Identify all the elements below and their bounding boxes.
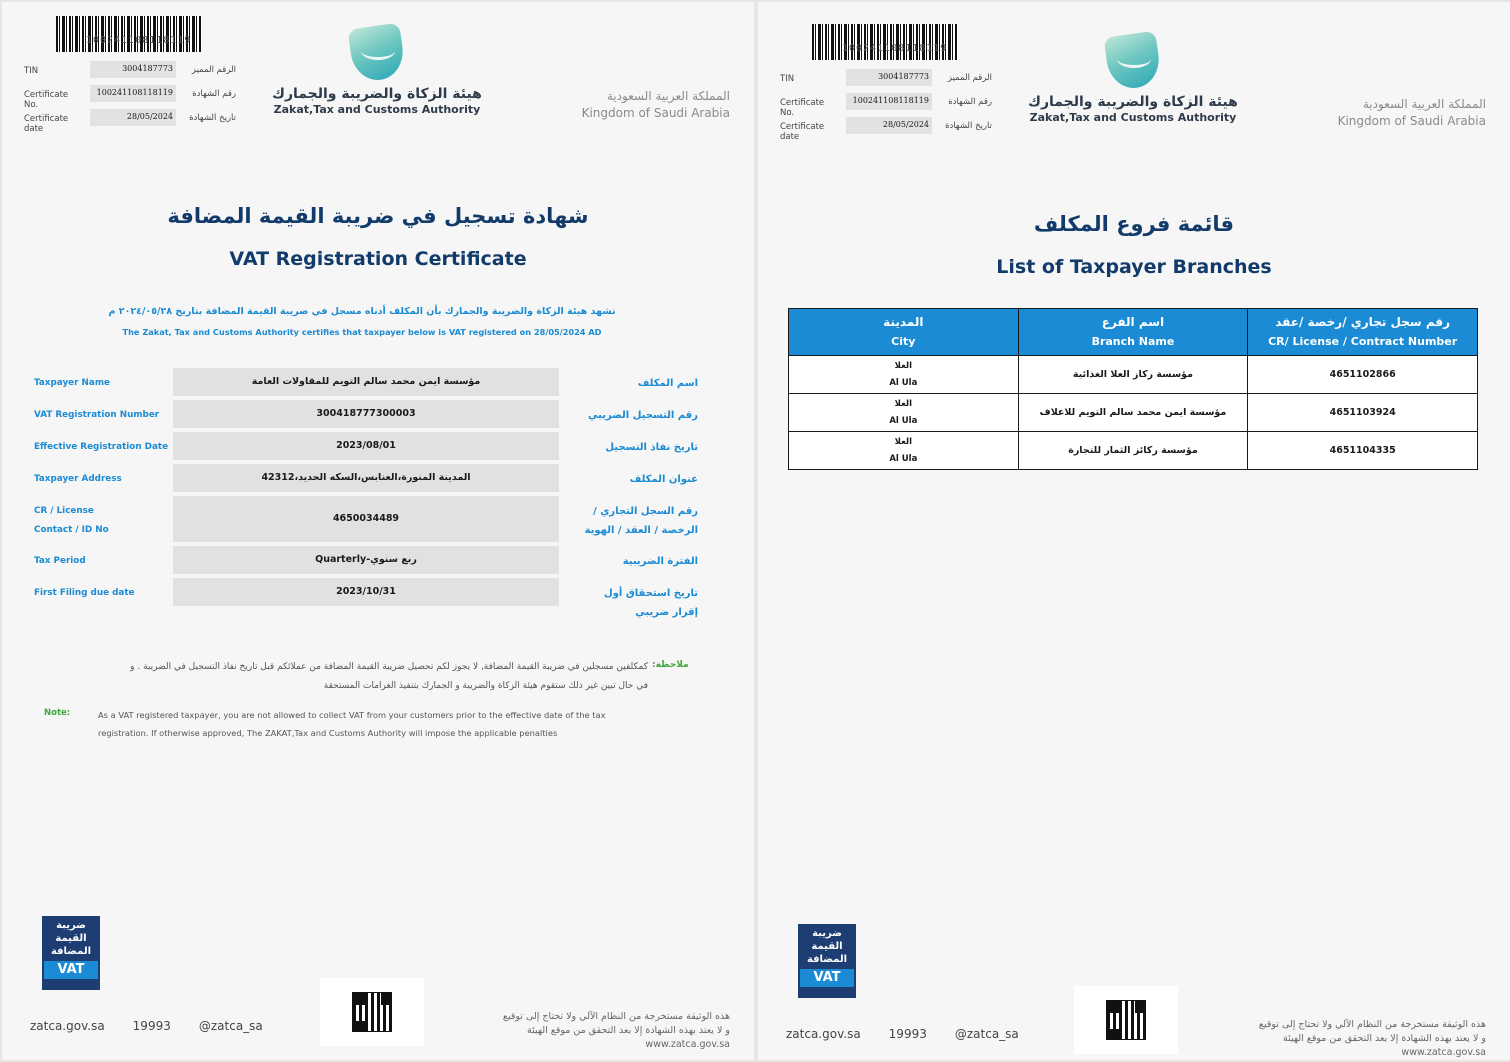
cell-branch-name: مؤسسة ركاز العلا الغذائية <box>1018 356 1248 394</box>
kingdom-name-ar: المملكة العربية السعودية <box>606 89 730 103</box>
tin-value: 3004187773 <box>846 69 932 86</box>
cert-date-label: Certificate date <box>780 122 825 142</box>
cell-cr-number: 4651104335 <box>1248 432 1478 470</box>
cert-no-label-ar: رقم الشهادة <box>948 97 992 107</box>
column-header-cr-number: رقم سجل تجاري /رخصة /عقد CR/ License / Contract Number <box>1248 309 1478 356</box>
vat-logo-en: VAT <box>800 969 854 987</box>
footer-links <box>786 1027 1019 1041</box>
footer-links <box>30 1019 263 1033</box>
disclaimer-line2: و لا يعتد بهذه الشهادة إلا بعد التحقق من موقع الهيئة <box>1283 1033 1486 1044</box>
cert-date-value: 28/05/2024 <box>90 109 176 126</box>
cell-branch-name: مؤسسة ركائز الثمار للتجارة <box>1018 432 1248 470</box>
field-label-ar: رقم السجل التجاري / الرخصة / العقد / الهوية <box>584 506 698 536</box>
cell-branch-name: مؤسسة ايمن محمد سالم التويم للاعلاف <box>1018 394 1248 432</box>
field-value: 2023/10/31 <box>173 578 559 606</box>
field-label-en: First Filing due date <box>34 588 135 598</box>
field-value: 300418777300003 <box>173 400 559 428</box>
cert-no-value: 100241108118119 <box>846 93 932 110</box>
tin-label: TIN <box>24 66 39 76</box>
disclaimer-line1: هذه الوثيقة مستخرجة من النظام الآلي ولا تحتاج إلى توقيع <box>502 1011 730 1022</box>
note-label-en: Note: <box>44 708 71 718</box>
vat-logo-line2: القيمة <box>811 941 843 952</box>
disclaimer-line2: و لا يعتد بهذه الشهادة إلا بعد التحقق من موقع الهيئة <box>527 1025 730 1036</box>
disclaimer-url[interactable]: www.zatca.gov.sa <box>645 1039 730 1050</box>
barcode-number: 100241108118119 <box>842 43 948 54</box>
disclaimer-url[interactable]: www.zatca.gov.sa <box>1401 1047 1486 1058</box>
cell-city: العلا Al Ula <box>789 356 1019 394</box>
branches-page <box>758 2 1510 1060</box>
field-label-en: Effective Registration Date <box>34 442 169 452</box>
barcode-number: 100241108118119 <box>86 35 192 46</box>
note-text-en: As a VAT registered taxpayer, you are not allowed to collect VAT from your customers prior to the effective date of the tax registration. If otherwise approved, The ZAKAT,Tax and Customs Authority will impose the applicable penalties <box>98 710 606 738</box>
cell-city: العلا Al Ula <box>789 394 1019 432</box>
branches-table <box>788 308 1478 470</box>
cell-city: العلا Al Ula <box>789 432 1019 470</box>
table-header-row <box>789 309 1478 356</box>
vat-logo <box>798 924 856 998</box>
vat-logo-line2: القيمة <box>55 933 87 944</box>
kingdom-name <box>580 88 730 122</box>
certify-statement-en: The Zakat, Tax and Customs Authority certifies that taxpayer below is VAT registered on 28/05/2024 AD <box>122 327 602 337</box>
page-title-ar: شهادة تسجيل في ضريبة القيمة المضافة <box>167 204 589 228</box>
field-value: 4650034489 <box>173 496 559 542</box>
social-handle[interactable]: @zatca_sa <box>198 1019 263 1033</box>
zatca-logo <box>1028 34 1238 125</box>
social-handle[interactable]: @zatca_sa <box>954 1027 1019 1041</box>
zatca-logo <box>272 26 482 117</box>
field-label-en: CR / License Contact / ID No <box>34 506 109 535</box>
vat-logo-line3: المضافة <box>50 946 92 957</box>
cert-date-label-ar: تاريخ الشهادة <box>189 113 236 123</box>
phone-number: 19993 <box>888 1027 927 1041</box>
vat-logo-en: VAT <box>44 961 98 979</box>
tin-value: 3004187773 <box>90 61 176 78</box>
field-label-en: VAT Registration Number <box>34 410 160 420</box>
field-value: المدينة المنورة،العنابس،السكه الحديد،42312 <box>173 464 559 492</box>
tin-label: TIN <box>780 74 795 84</box>
vat-logo <box>42 916 100 990</box>
cert-date-value: 28/05/2024 <box>846 117 932 134</box>
footer-disclaimer <box>1216 1018 1486 1060</box>
authority-name-ar: هيئة الزكاة والضريبة والجمارك <box>272 86 482 102</box>
page-title-en: VAT Registration Certificate <box>229 248 527 270</box>
vat-logo-line1: ضريبة <box>812 928 842 939</box>
field-value: ربع سنوي-Quarterly <box>173 546 559 574</box>
column-header-branch-name: اسم الفرع Branch Name <box>1018 309 1248 356</box>
certify-statement-ar: تشهد هيئة الزكاة والضريبة والجمارك بأن المكلف أدناه مسجل في ضريبة القيمة المضافة بتاريخ ٢٠٢٤/٠٥/٢٨ م <box>108 306 616 317</box>
vat-logo-line3: المضافة <box>806 954 848 965</box>
authority-name-ar: هيئة الزكاة والضريبة والجمارك <box>1028 94 1238 110</box>
cell-cr-number: 4651103924 <box>1248 394 1478 432</box>
page-title-en: List of Taxpayer Branches <box>996 256 1272 278</box>
table-row <box>789 356 1478 394</box>
cert-no-label: Certificate No. <box>24 90 69 110</box>
qr-code <box>320 978 424 1046</box>
vat-logo-line1: ضريبة <box>56 920 86 931</box>
field-label-en: Taxpayer Address <box>34 474 122 484</box>
field-label-ar: تاريخ نفاذ التسجيل <box>605 442 698 453</box>
kingdom-name-ar: المملكة العربية السعودية <box>1362 97 1486 111</box>
cert-date-label: Certificate date <box>24 114 69 134</box>
authority-name-en: Zakat,Tax and Customs Authority <box>273 103 481 116</box>
column-header-city: المدينة City <box>789 309 1019 356</box>
page-title-ar: قائمة فروع المكلف <box>1033 212 1235 236</box>
footer-disclaimer <box>460 1010 730 1052</box>
field-label-ar: تاريخ استحقاق أول إقرار ضريبي <box>604 588 698 618</box>
table-row <box>789 394 1478 432</box>
kingdom-name <box>1336 96 1486 130</box>
cell-cr-number: 4651102866 <box>1248 356 1478 394</box>
authority-name-en: Zakat,Tax and Customs Authority <box>1029 111 1237 124</box>
cert-date-label-ar: تاريخ الشهادة <box>945 121 992 131</box>
field-label-ar: عنوان المكلف <box>629 474 698 485</box>
tin-label-ar: الرقم المميز <box>947 73 992 83</box>
qr-code <box>1074 986 1178 1054</box>
cert-no-label-ar: رقم الشهادة <box>192 89 236 99</box>
website-link[interactable]: zatca.gov.sa <box>786 1027 861 1041</box>
zatca-emblem-icon <box>1107 34 1159 88</box>
zatca-emblem-icon <box>351 26 403 80</box>
kingdom-name-en: Kingdom of Saudi Arabia <box>1337 114 1486 128</box>
field-label-ar: رقم التسجيل الضريبي <box>588 410 698 421</box>
table-row <box>789 432 1478 470</box>
note-text-ar: كمكلفين مسجلين في ضريبة القيمة المضافة, لا يجوز لكم تحصيل ضريبة القيمة المضافة من عملائكم قبل تاريخ نفاذ التسجيل في الضريبة . و في حال تبين غير ذلك ستقوم هيئة الزكاة والضريبة و الجمارك بتنفيذ الغرامات المستحقة <box>130 662 648 691</box>
disclaimer-line1: هذه الوثيقة مستخرجة من النظام الآلي ولا تحتاج إلى توقيع <box>1258 1019 1486 1030</box>
field-label-ar: الفترة الضريبية <box>622 556 698 567</box>
phone-number: 19993 <box>132 1019 171 1033</box>
field-label-ar: اسم المكلف <box>637 378 698 389</box>
field-value: مؤسسة ايمن محمد سالم التويم للمقاولات العامة <box>173 368 559 396</box>
tin-label-ar: الرقم المميز <box>191 65 236 75</box>
website-link[interactable]: zatca.gov.sa <box>30 1019 105 1033</box>
field-value: 2023/08/01 <box>173 432 559 460</box>
qr-code-icon <box>1106 1000 1146 1040</box>
cert-no-label: Certificate No. <box>780 98 825 118</box>
kingdom-name-en: Kingdom of Saudi Arabia <box>581 106 730 120</box>
cert-no-value: 100241108118119 <box>90 85 176 102</box>
qr-code-icon <box>352 992 392 1032</box>
field-label-en: Taxpayer Name <box>34 378 110 388</box>
note-label-ar: ملاحظة: <box>652 660 689 670</box>
field-label-en: Tax Period <box>34 556 86 566</box>
certificate-page <box>2 2 754 1060</box>
